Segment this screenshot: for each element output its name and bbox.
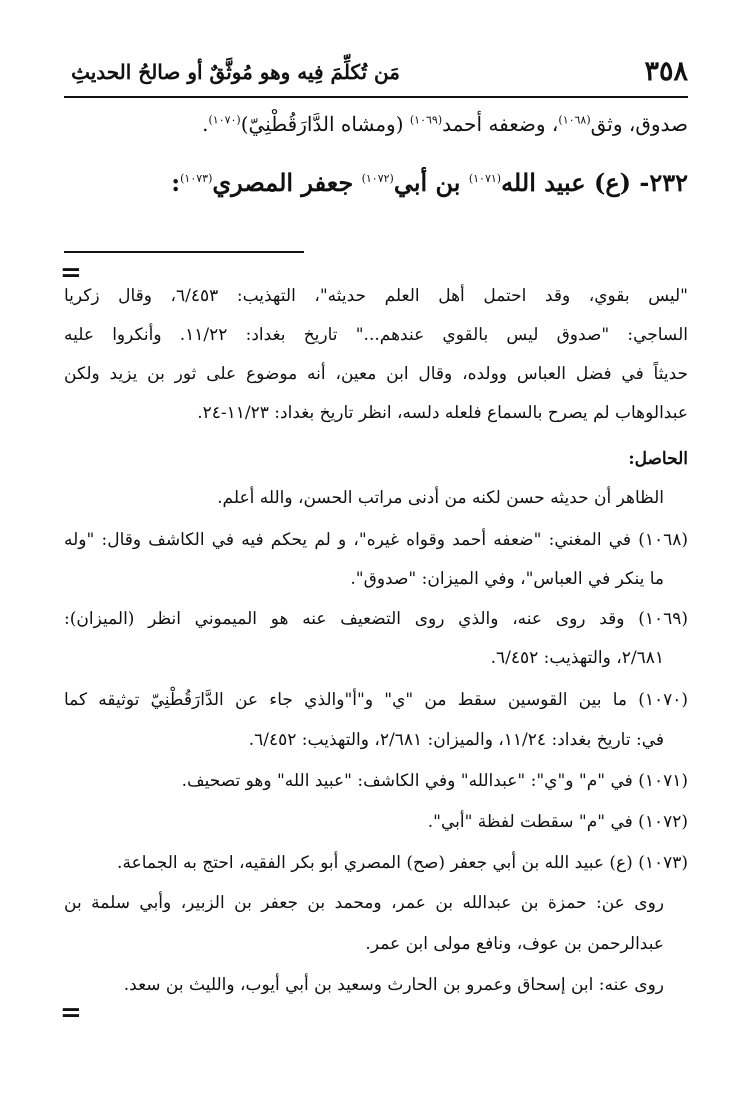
footnote-ref: (١٠٧١) xyxy=(468,172,502,185)
continuation-mark: = xyxy=(60,258,82,288)
continuation-mark-bottom: = xyxy=(60,998,82,1028)
page-header xyxy=(64,52,688,92)
conclusion-text: الظاهر أن حديثه حسن لكنه من أدنى مراتب الحسن، والله أعلم. xyxy=(217,488,664,508)
footnote-line: عبدالوهاب لم يصرح بالسماع فلعله دلسه، انظر تاريخ بغداد: ١١/٢٣-٢٤. xyxy=(197,403,688,423)
footnote-1071: (١٠٧١) في "م" و"ي": "عبدالله" وفي الكاشف: "عبيد الله" وهو تصحيف. xyxy=(181,771,688,791)
narrated-from-cont: عبدالرحمن بن عوف، ونافع مولى ابن عمر. xyxy=(365,934,664,954)
footnote-line: "ليس بقوي، وقد احتمل أهل العلم حديثه"، التهذيب: ٦/٤٥٣، وقال زكريا xyxy=(64,286,688,306)
running-title: مَن تُكلِّمَ فِيه وهو مُوثَّقٌ أو صالحُ الحديثِ xyxy=(71,60,400,84)
footnote-ref: (١٠٦٨) xyxy=(558,113,591,127)
narrated-from: روى عن: حمزة بن عبدالله بن عمر، ومحمد بن جعفر بن الزبير، وأبي سلمة بن xyxy=(64,893,664,913)
footnote-1070: (١٠٧٠) ما بين القوسين سقط من "ي" و"أ"والذي جاء عن الدَّارَقُطْنِيّ توثيقه كما xyxy=(64,690,688,710)
footnote-1069-cont: ٢/٦٨١، والتهذيب: ٦/٤٥٢. xyxy=(490,648,664,668)
footnote-line: حديثاً في فضل العباس وولده، وقال ابن معين، أنه موضوع على ثور بن يزيد ولكن xyxy=(64,364,688,384)
footnote-1073: (١٠٧٣) (ع) عبيد الله بن أبي جعفر (صح) المصري أبو بكر الفقيه، احتج به الجماعة. xyxy=(117,853,688,873)
footnote-ref: (١٠٧٢) xyxy=(361,172,394,185)
footnote-separator xyxy=(64,251,304,253)
footnote-1070-cont: في: تاريخ بغداد: ١١/٢٤، والميزان: ٢/٦٨١، والتهذيب: ٦/٤٥٢. xyxy=(248,730,664,750)
entry-heading: ٢٣٢- (ع) عبيد الله$^{(١٠٧١)}$ بن أبي$^{(١٠٧٢)}$ جعفر المصري$^{(١٠٧٣)}$: xyxy=(171,168,688,197)
conclusion-label: الحاصل: xyxy=(628,449,688,469)
footnote-1072: (١٠٧٢) في "م" سقطت لفظة "أبي". xyxy=(427,812,688,832)
header-rule xyxy=(64,96,688,98)
footnote-1068: (١٠٦٨) في المغني: "ضعفه أحمد وقواه غيره"، و لم يحكم فيه في الكاشف وقال: "وله xyxy=(64,530,688,550)
footnote-ref: (١٠٧٣) xyxy=(180,172,213,185)
footnote-ref: (١٠٧٠) xyxy=(208,113,241,127)
footnote-ref: (١٠٦٩) xyxy=(409,113,443,127)
narrator-description: صدوق، وثق$^{(١٠٦٨)}$، وضعفه أحمد$^{(١٠٦٩)}$ (ومشاه الدَّارَقُطْنِيّ)$^{(١٠٧٠)}$. xyxy=(202,112,688,136)
footnote-1068-cont: ما ينكر في العباس"، وفي الميزان: "صدوق". xyxy=(350,569,664,589)
narrated-by: روى عنه: ابن إسحاق وعمرو بن الحارث وسعيد بن أبي أيوب، والليث بن سعد. xyxy=(123,975,664,995)
footnote-1069: (١٠٦٩) وقد روى عنه، والذي روى التضعيف عنه هو الميموني انظر (الميزان): xyxy=(64,609,688,629)
footnote-line: الساجي: "صدوق ليس بالقوي عندهم..." تاريخ بغداد: ١١/٢٢. وأنكروا عليه xyxy=(64,325,688,345)
page-number: ٣٥٨ xyxy=(644,56,688,87)
